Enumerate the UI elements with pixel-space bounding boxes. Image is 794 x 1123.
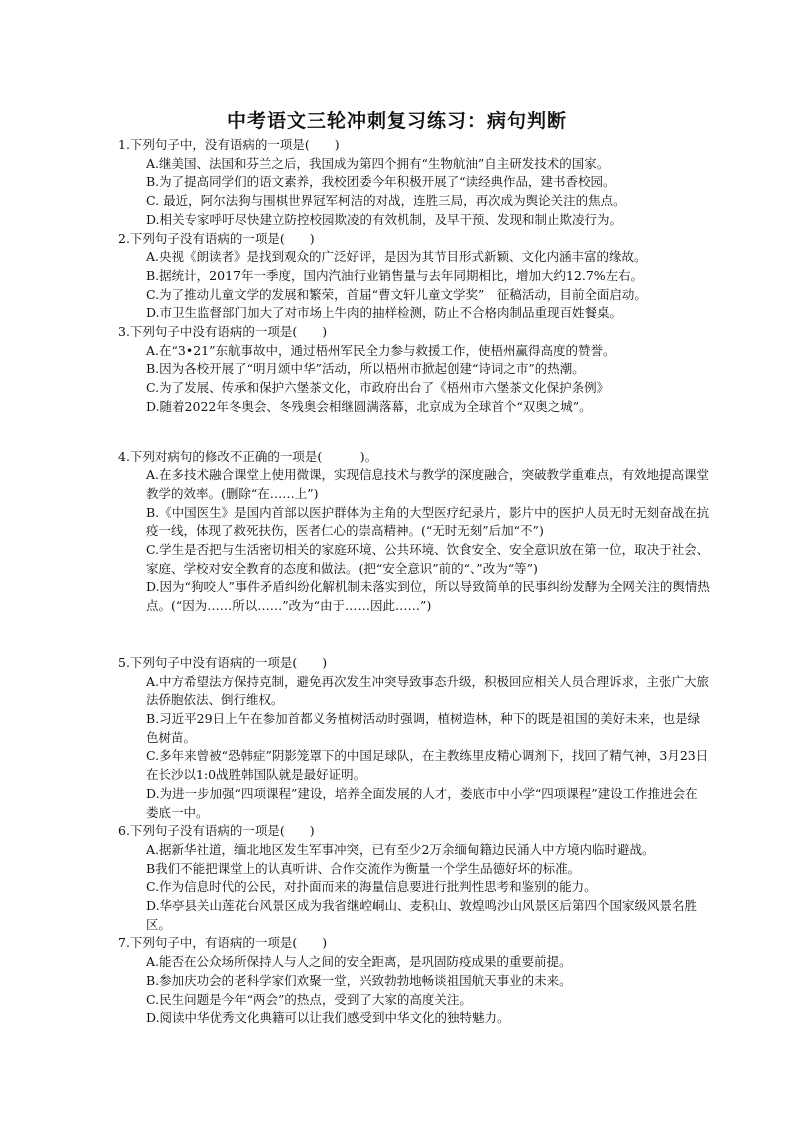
question-6 [118,822,710,934]
question-4 [118,448,710,616]
question-stem: 6.下列句子没有语病的一项是( ) [118,823,315,839]
option-d: D.阅读中华优秀文化典籍可以让我们感受到中华文化的独特魅力。 [146,1010,510,1026]
option-c: C.多年来曾被“恐韩症”阴影笼罩下的中国足球队，在主教练里皮精心调剂下，找回了精气神，3月23日在长沙以1:0战胜韩国队就是最好证明。 [146,748,709,783]
option-d: D.市卫生监督部门加大了对市场上牛肉的抽样检测，防止不合格肉制品重现百姓餐桌。 [146,305,623,321]
question-stem: 3.下列句子中没有语病的一项是( ) [118,324,328,340]
question-3 [118,323,710,417]
question-1 [118,136,710,230]
option-a: A.中方希望法方保持克制，避免再次发生冲突导致事态升级，积极回应相关人员合理诉求，主张广大旅法侨胞依法、倒行维权。 [146,673,710,708]
option-a: A.在“3•21”东航事故中，通过梧州军民全力参与救援工作，使梧州赢得高度的赞誉。 [146,342,616,358]
question-stem: 4.下列对病句的修改不正确的一项是( )。 [118,448,378,464]
question-stem: 5.下列句子中没有语病的一项是( ) [118,654,328,670]
page-title: 中考语文三轮冲刺复习练习：病句判断 [226,110,567,132]
option-d: D.华亭县关山莲花台风景区成为我省继崆峒山、麦积山、敦煌鸣沙山风景区后第四个国家级风景名胜区。 [146,898,698,932]
option-a: A.央视《朗读者》是找到观众的广泛好评，是因为其节目形式新颖、文化内涵丰富的缘故。 [146,249,647,265]
option-c: C. 最近，阿尔法狗与围棋世界冠军柯洁的对战，连胜三局，再次成为舆论关注的焦点。 [146,193,626,209]
option-c: C.为了推动儿童文学的发展和繁荣，首届“曹文轩儿童文学奖” 征稿活动，目前全面启动。 [146,286,647,302]
question-2 [118,230,710,324]
option-d: D.相关专家呼吁尽快建立防控校园欺凌的有效机制，及早干预、发现和制止欺凌行为。 [146,211,623,227]
option-b: B我们不能把课堂上的认真听讲、合作交流作为衡量一个学生品德好坏的标准。 [146,860,581,876]
option-a: A.在多技术融合课堂上使用微课，实现信息技术与教学的深度融合，突破教学重难点，有效地提高课堂教学的效率。(删除“在……上”) [146,467,710,501]
question-stem: 1.下列句子中，没有语病的一项是( ) [118,137,340,152]
option-b: B.参加庆功会的老科学家们欢聚一堂，兴致勃勃地畅谈祖国航天事业的未来。 [146,972,572,988]
option-c: C.学生是否把与生活密切相关的家庭环境、公共环境、饮食安全、安全意识放在第一位，取决于社会、家庭、学校对安全教育的态度和做法。(把“安全意识”前的“、”改为“等”) [146,542,710,576]
question-5 [118,654,710,822]
question-list [118,136,710,1028]
option-b: B.因为各校开展了“明月颂中华”活动，所以梧州市掀起创建“诗词之市”的热潮。 [146,361,585,377]
option-d: D.为进一步加强“四项课程”建设，培养全面发展的人才，娄底市中小学“四项课程”建设工作推进会在娄底一中。 [146,785,698,820]
spacer [118,616,710,654]
option-b: B.《中国医生》是国内首部以医护群体为主角的大型医疗纪录片，影片中的医护人员无时无刻奋战在抗疫一线，体现了救死扶伤，医者仁心的崇高精神。(“无时无刻”后加“不”) [146,504,710,539]
spacer [118,417,710,448]
question-stem: 7.下列句子中，有语病的一项是( ) [118,935,328,951]
option-c: C.民生问题是今年“两会”的热点，受到了大家的高度关注。 [146,991,472,1007]
option-c: C.为了发展、传承和保护六堡茶文化，市政府出台了《梧州市六堡茶文化保护条例》 [146,380,610,396]
option-a: A.据新华社道，缅北地区发生军事冲突，已有至少2万余缅甸籍边民涌人中方境内临时避战。 [146,841,655,857]
option-b: B.为了提高同学们的语文素养，我校团委今年积极开展了“读经典作品，建书香校园。 [146,174,616,190]
option-b: B.习近平29日上午在参加首都义务植树活动时强调，植树造林，种下的既是祖国的美好未来，也是绿色树苗。 [146,710,701,745]
option-a: A.能否在公众场所保持人与人之间的安全距离，是巩固防疫成果的重要前提。 [146,954,572,970]
option-b: B.据统计，2017年一季度，国内汽油行业销售量与去年同期相比，增加大约12.7%左右。 [146,267,644,283]
option-d: D.随着2022年冬奥会、冬残奥会相继圆满落幕，北京成为全球首个“双奥之城”。 [146,398,592,414]
option-c: C.作为信息时代的公民，对扑面而来的海量信息要进行批判性思考和鉴别的能力。 [146,879,597,895]
option-d: D.因为“狗咬人”事件矛盾纠纷化解机制未落实到位，所以导致简单的民事纠纷发酵为全网关注的舆情热点。(“因为……所以……”改为“由于……因此……”) [146,579,710,614]
option-a: A.继美国、法国和芬兰之后，我国成为第四个拥有“生物航油”自主研发技术的国家。 [146,155,610,171]
question-stem: 2.下列句子没有语病的一项是( ) [118,230,315,246]
question-7 [118,934,710,1028]
